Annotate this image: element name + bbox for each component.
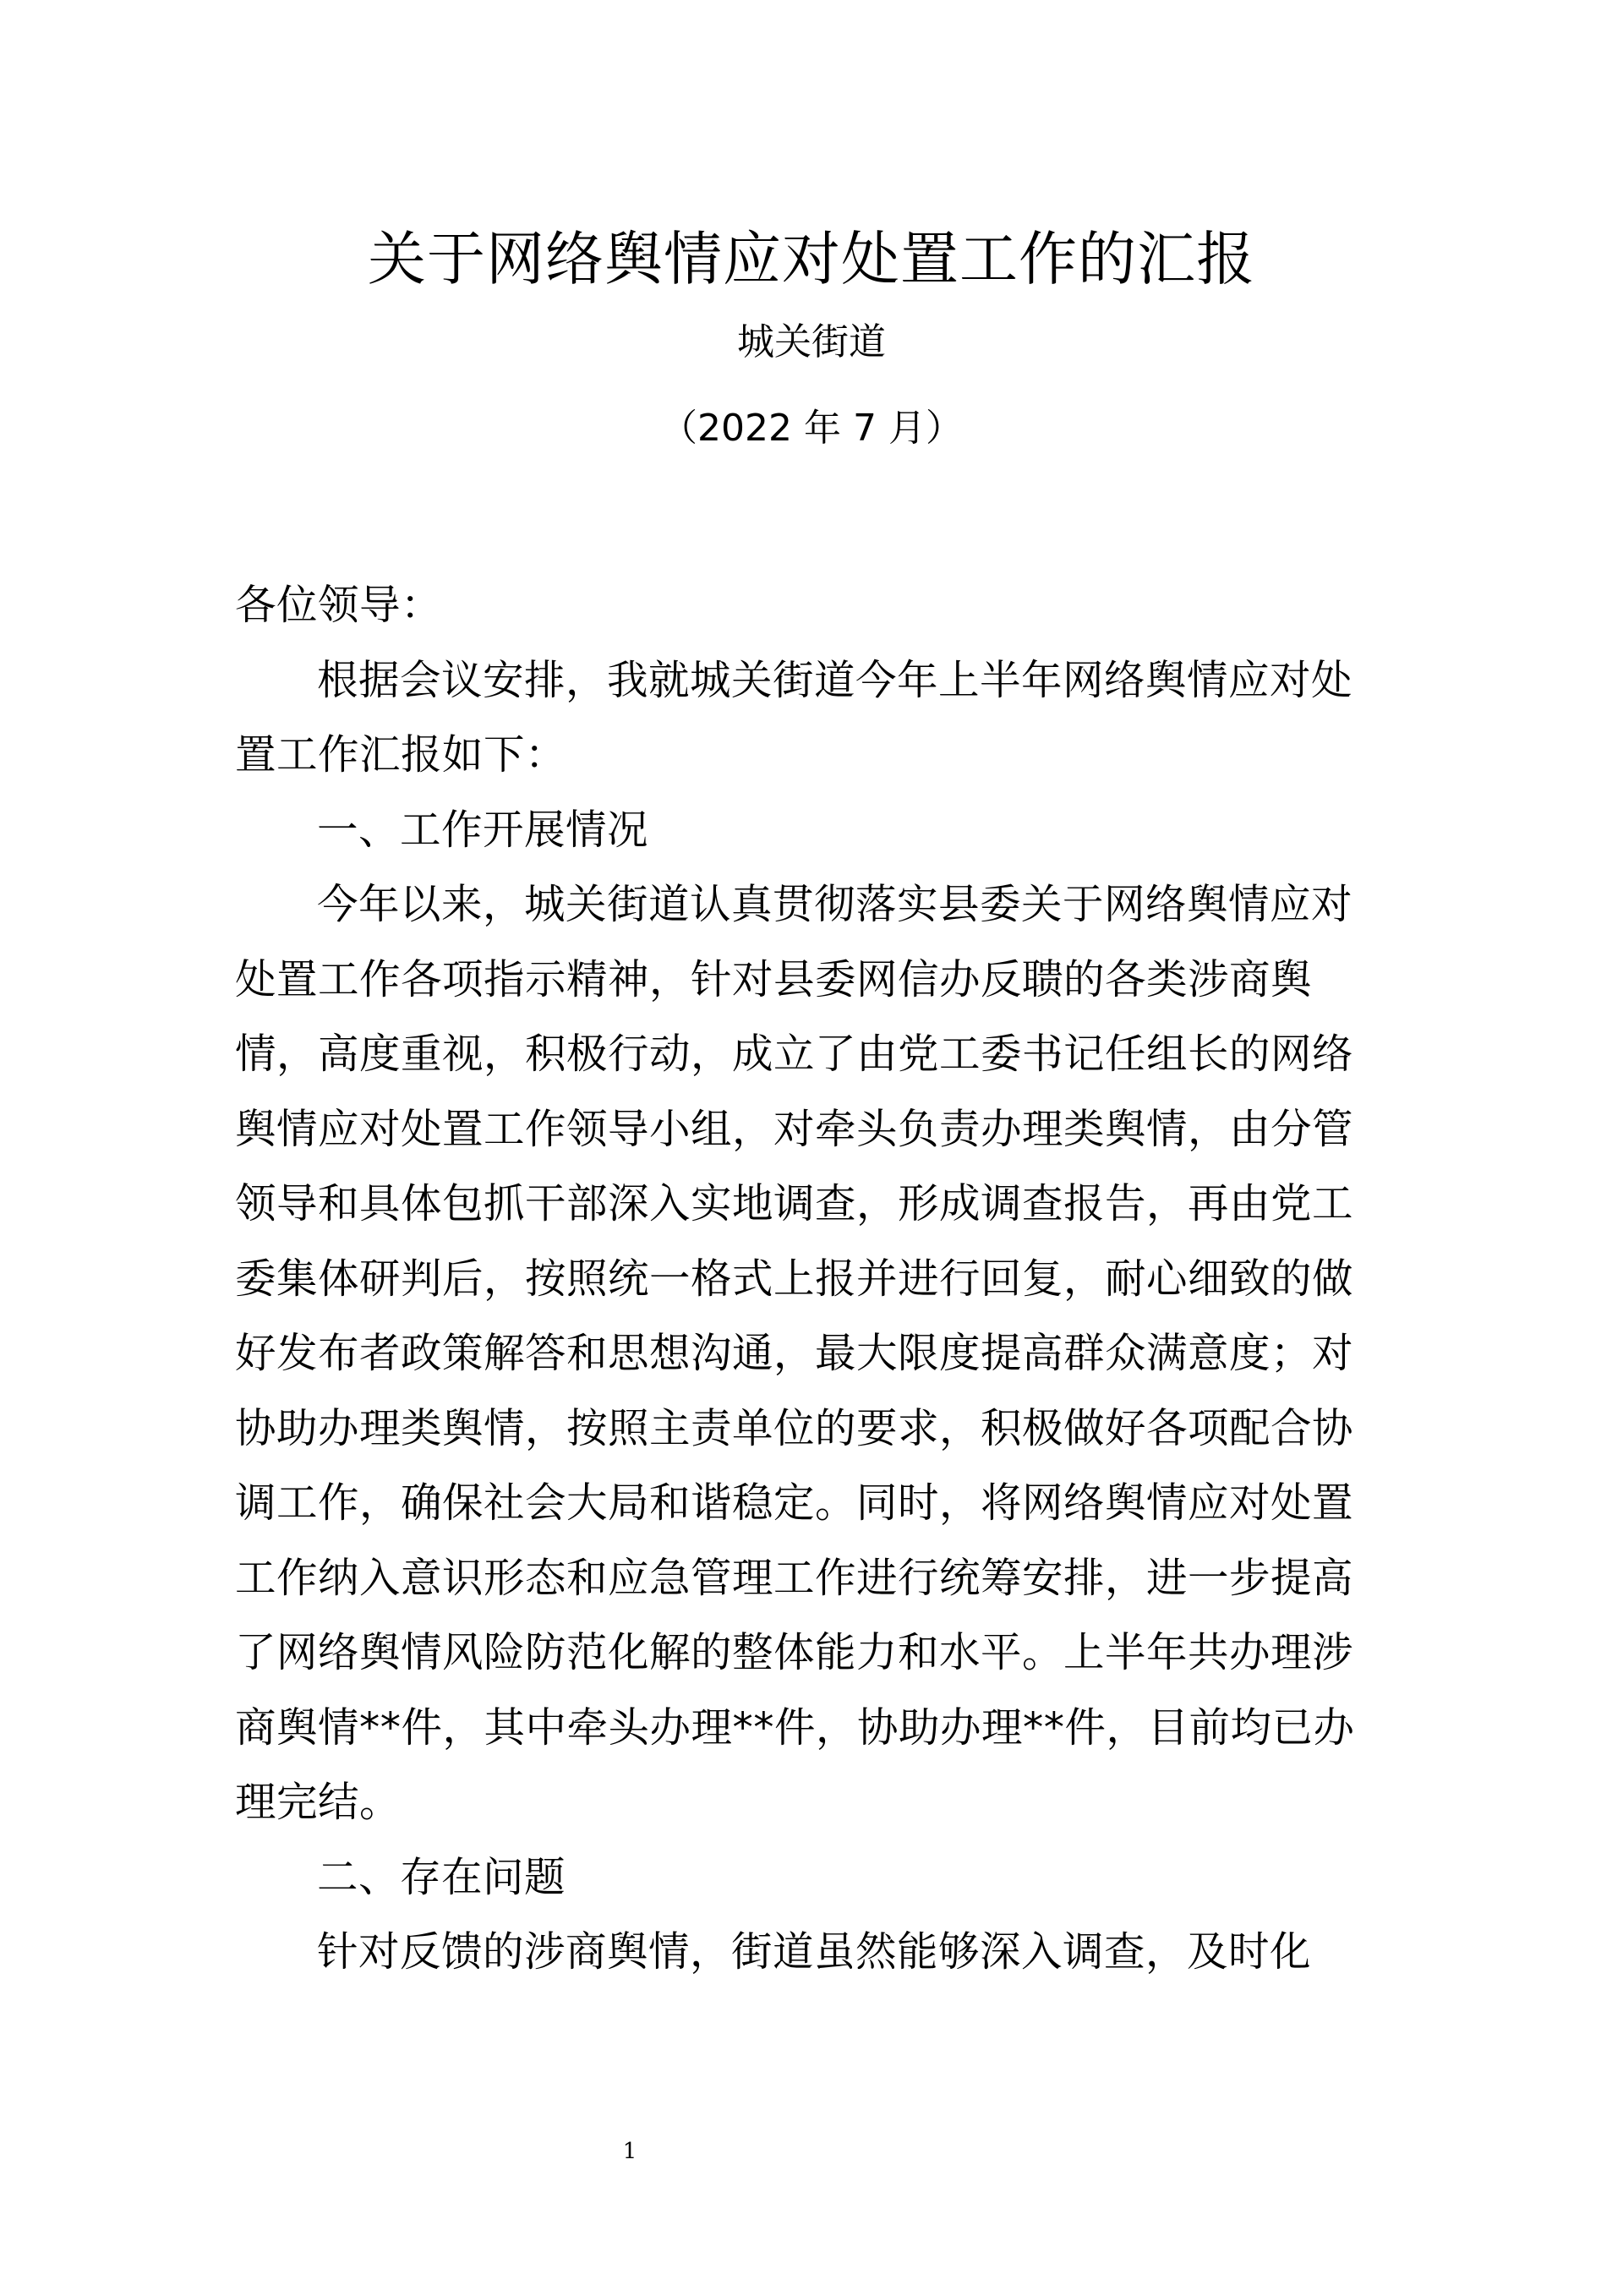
document-body: [235, 568, 1393, 1990]
work-paragraph: 今年以来，城关街道认真贯彻落实县委关于网络舆情应对处置工作各项指示精神，针对县委网信办反聩的各类涉商舆情，高度重视，积极行动，成立了由党工委书记任组长的网络舆情应对处置工作领导小组，对牵头负责办理类舆情，由分管领导和具体包抓干部深入实地调查，形成调查报告，再由党工委集体研判后，按照统一格式上报并进行回复，耐心细致的做好发布者政策解答和思想沟通，最大限度提高群众满意度；对协助办理类舆情，按照主责单位的要求，积极做好各项配合协调工作，确保社会大局和谐稳定。同时，将网络舆情应对处置工作纳入意识形态和应急管理工作进行统筹安排，进一步提高了网络舆情风险防范化解的整体能力和水平。上半年共办理涉商舆情**件，其中牵头办理**件，协助办理**件，目前均已办理完结。: [235, 881, 1355, 1826]
document-author: 城关街道: [737, 320, 886, 364]
document-title: 关于网络舆情应对处置工作的汇报: [368, 226, 1255, 293]
document-date: （2022 年 7 月）: [660, 407, 963, 450]
salutation: 各位领导：: [235, 582, 443, 629]
page-number: 1: [622, 2139, 637, 2164]
section-heading-problems: 二、存在问题: [317, 1853, 566, 1901]
section-heading-work: 一、工作开展情况: [317, 806, 649, 854]
problems-paragraph: 针对反馈的涉商舆情，街道虽然能够深入调查，及时化: [317, 1928, 1312, 1976]
intro-paragraph: 根据会议安排，我就城关街道今年上半年网络舆情应对处置工作汇报如下：: [235, 656, 1353, 779]
